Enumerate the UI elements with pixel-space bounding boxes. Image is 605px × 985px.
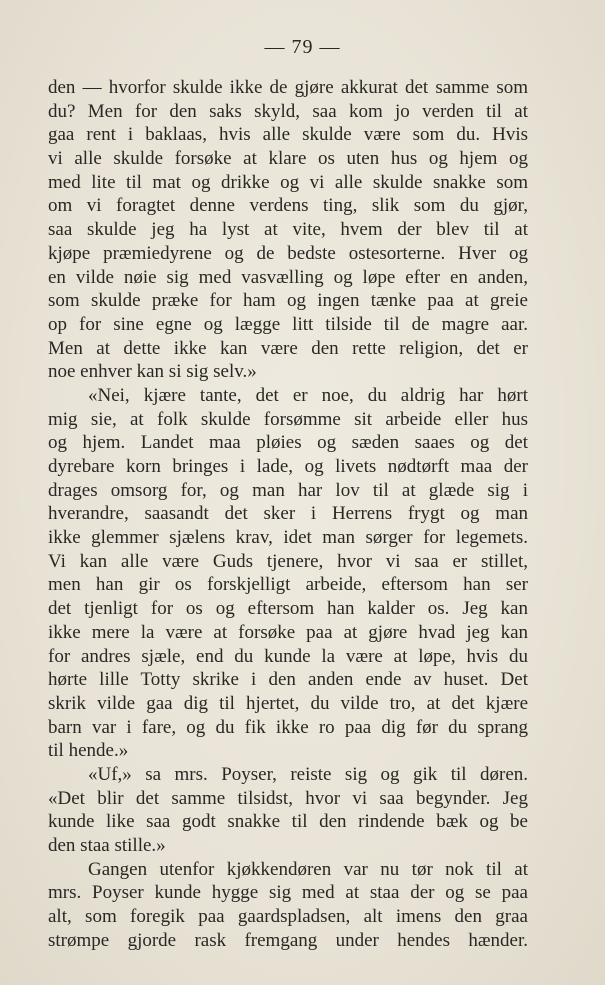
text-line: skrik vilde gaa dig til hjertet, du vilde tro, at det kjære bbox=[48, 692, 528, 714]
text-line: saa skulde jeg ha lyst at vite, hvem der blev til at bbox=[48, 219, 528, 241]
text-line: barn var i fare, og du fik ikke ro paa dig før du sprang bbox=[48, 716, 528, 738]
text-line: «Uf,» sa mrs. Poyser, reiste sig og gik til døren. bbox=[88, 763, 528, 785]
text-line: som skulde præke for ham og ingen tænke paa at greie bbox=[48, 290, 528, 312]
text-line: kunde like saa godt snakke til den rindende bæk og be bbox=[48, 811, 528, 833]
text-line: vi alle skulde forsøke at klare os uten hus og hjem og bbox=[48, 148, 528, 170]
text-line: hørte lille Totty skrike i den anden ende av huset. Det bbox=[48, 669, 528, 691]
text-line: om vi foragtet denne verdens ting, slik som du gjør, bbox=[48, 195, 528, 217]
text-line: dyrebare korn bringes i lade, og livets nødtørft maa der bbox=[48, 456, 528, 477]
text-line: en vilde nøie sig med vasvælling og løpe efter en anden, bbox=[48, 266, 528, 288]
text-line: «Det blir det samme tilsidst, hvor vi saa begynder. Jeg bbox=[48, 787, 528, 809]
text-line: noe enhver kan si sig selv.» bbox=[48, 361, 257, 383]
body-text bbox=[48, 76, 528, 952]
page-number: — 79 — bbox=[264, 36, 341, 58]
text-line: Vi kan alle være Guds tjenere, hvor vi saa er stillet, bbox=[48, 550, 528, 572]
text-line: til hende.» bbox=[48, 740, 129, 762]
text-line: mrs. Poyser kunde hygge sig med at staa der og se paa bbox=[48, 882, 528, 904]
text-line: gaa rent i baklaas, hvis alle skulde være som du. Hvis bbox=[48, 124, 528, 146]
text-line: «Nei, kjære tante, det er noe, du aldrig har hørt bbox=[88, 384, 528, 406]
text-line: alt, som foregik paa gaardspladsen, alt imens den graa bbox=[48, 906, 528, 928]
text-line: med lite til mat og drikke og vi alle skulde snakke som bbox=[48, 171, 528, 193]
text-line: og hjem. Landet maa pløies og sæden saaes og det bbox=[48, 432, 528, 454]
text-line: den — hvorfor skulde ikke de gjøre akkurat det samme som bbox=[48, 77, 528, 98]
text-line: Men at dette ikke kan være den rette religion, det er bbox=[48, 337, 528, 359]
text-line: du? Men for den saks skyld, saa kom jo verden til at bbox=[48, 100, 528, 122]
text-line: det tjenligt for os og eftersom han kalder os. Jeg kan bbox=[48, 598, 528, 620]
text-line: den staa stille.» bbox=[48, 835, 166, 856]
text-line: Gangen utenfor kjøkkendøren var nu tør nok til at bbox=[88, 858, 528, 880]
text-line: ikke glemmer sjælens krav, idet man sørger for legemets. bbox=[48, 527, 528, 549]
text-line: mig sie, at folk skulde forsømme sit arbeide eller hus bbox=[48, 408, 528, 430]
text-line: drages omsorg for, og man har lov til at glæde sig i bbox=[48, 479, 528, 501]
text-line: kjøpe præmiedyrene og de bedste ostesorterne. Hver og bbox=[48, 242, 528, 264]
text-line: hverandre, saasandt det sker i Herrens frygt og man bbox=[48, 503, 528, 525]
text-line: men han gir os forskjelligt arbeide, eftersom han ser bbox=[48, 574, 528, 596]
text-line: strømpe gjorde rask fremgang under hendes hænder. bbox=[48, 929, 528, 951]
text-line: op for sine egne og lægge litt tilside til de magre aar. bbox=[48, 313, 528, 335]
text-line: for andres sjæle, end du kunde la være at løpe, hvis du bbox=[48, 645, 528, 667]
text-line: ikke mere la være at forsøke paa at gjøre hvad jeg kan bbox=[48, 621, 528, 643]
